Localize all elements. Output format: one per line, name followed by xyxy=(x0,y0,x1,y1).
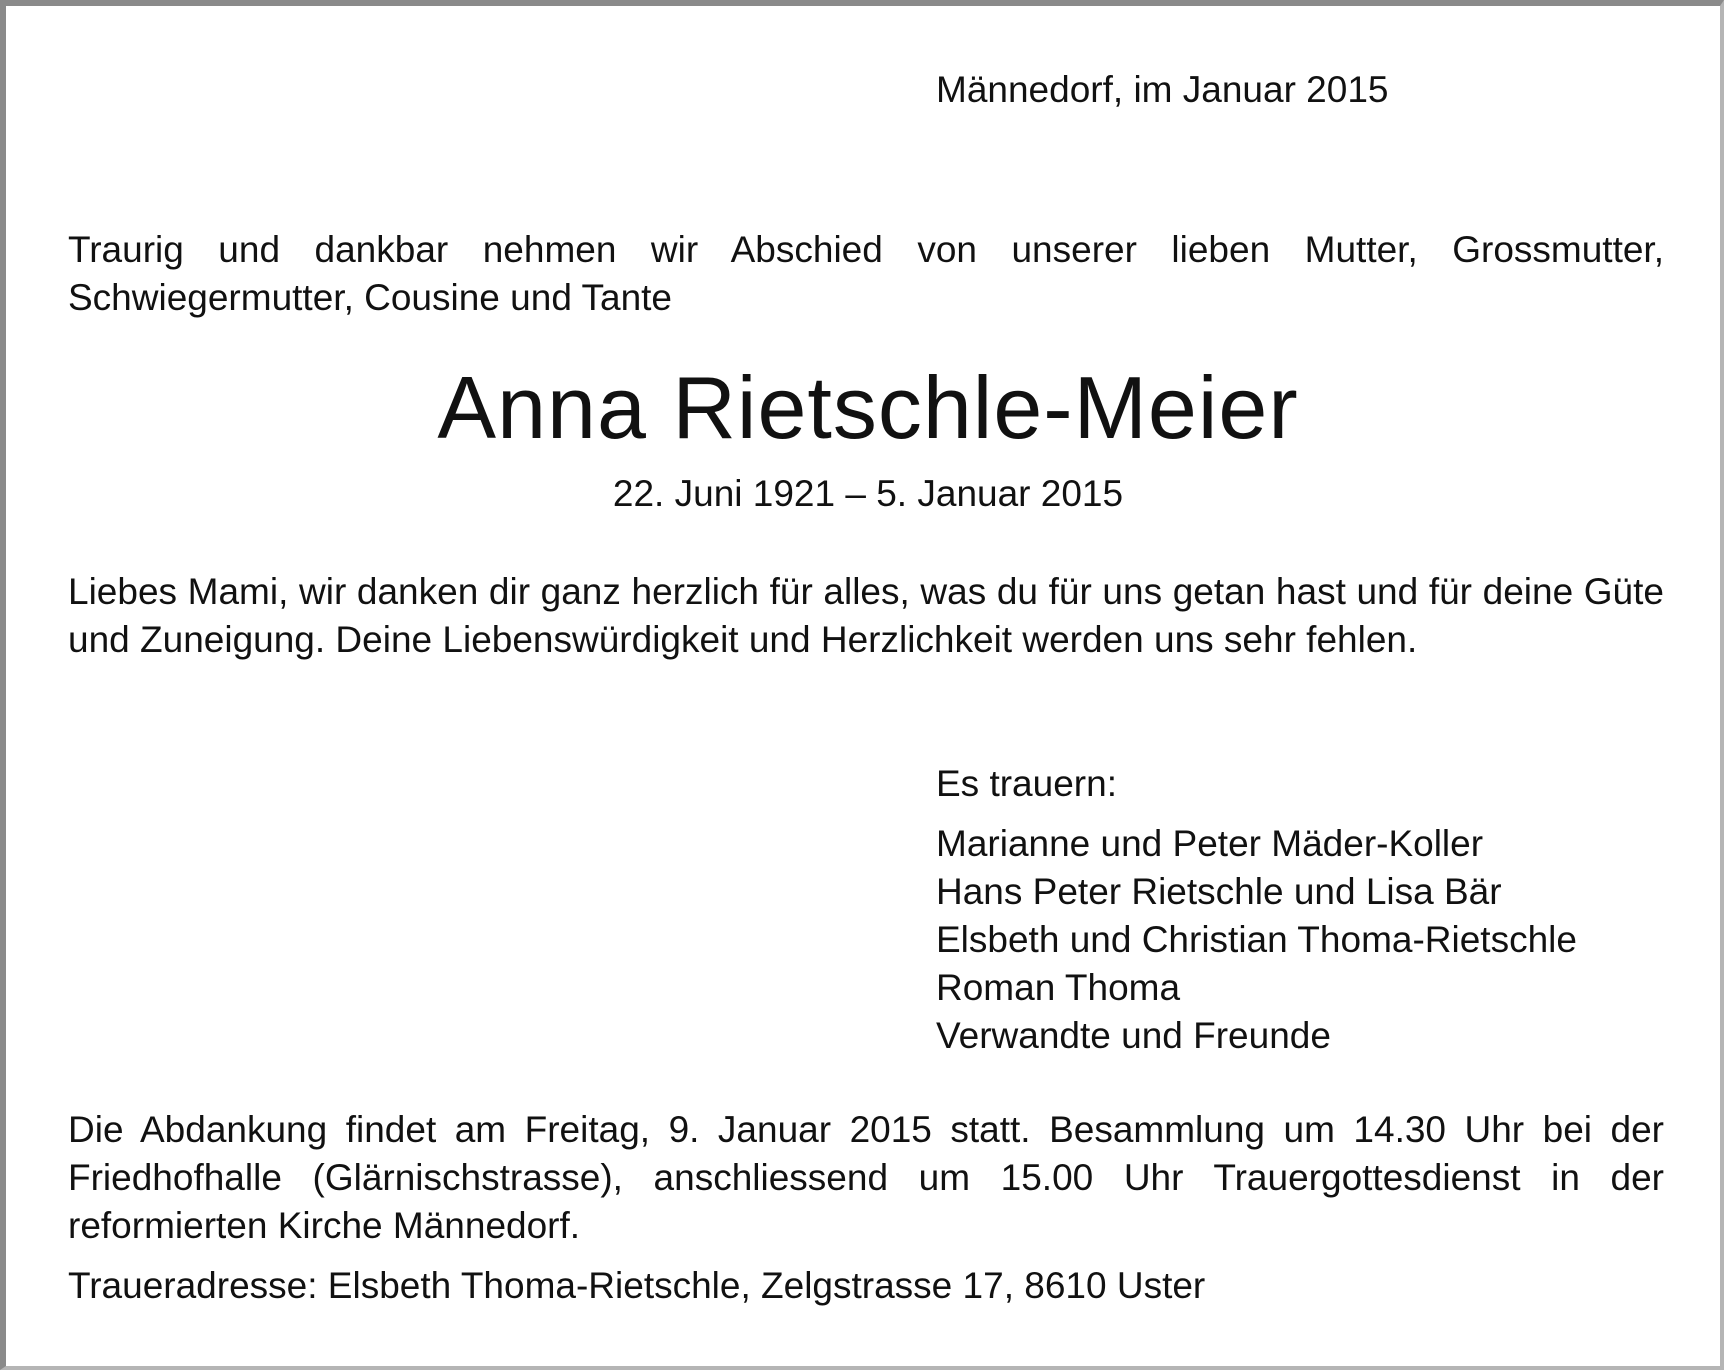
intro-text: Traurig und dankbar nehmen wir Abschied von unserer lieben Mutter, Grossmutter, Schwiegermutter, Cousine und Tante xyxy=(68,229,1664,318)
mourning-address: Traueradresse: Elsbeth Thoma-Rietschle, Zelgstrasse 17, 8610 Uster xyxy=(68,1265,1206,1306)
mourner-name: Elsbeth und Christian Thoma-Rietschle xyxy=(936,919,1577,960)
ceremony-details: Die Abdankung findet am Freitag, 9. Januar 2015 statt. Besammlung um 14.30 Uhr bei der Friedhofhalle (Glärnischstrasse), anschliessend um 15.00 Uhr Trauergottesdienst in der reformierten Kirche Männedorf. xyxy=(68,1109,1664,1246)
mourner-name: Marianne und Peter Mäder-Koller xyxy=(936,823,1484,864)
mourner-name: Verwandte und Freunde xyxy=(936,1015,1331,1056)
mourner-name: Roman Thoma xyxy=(936,967,1181,1008)
deceased-name: Anna Rietschle-Meier xyxy=(437,358,1299,457)
place-date: Männedorf, im Januar 2015 xyxy=(936,69,1389,110)
life-dates: 22. Juni 1921 – 5. Januar 2015 xyxy=(612,473,1124,514)
mourners-list xyxy=(936,820,1577,1060)
farewell-message: Liebes Mami, wir danken dir ganz herzlich für alles, was du für uns getan hast und für deine Güte und Zuneigung. Deine Liebenswürdigkeit und Herzlichkeit werden uns sehr fehlen. xyxy=(68,571,1664,660)
mourners-title: Es trauern: xyxy=(936,763,1117,804)
mourner-name: Hans Peter Rietschle und Lisa Bär xyxy=(936,871,1502,912)
